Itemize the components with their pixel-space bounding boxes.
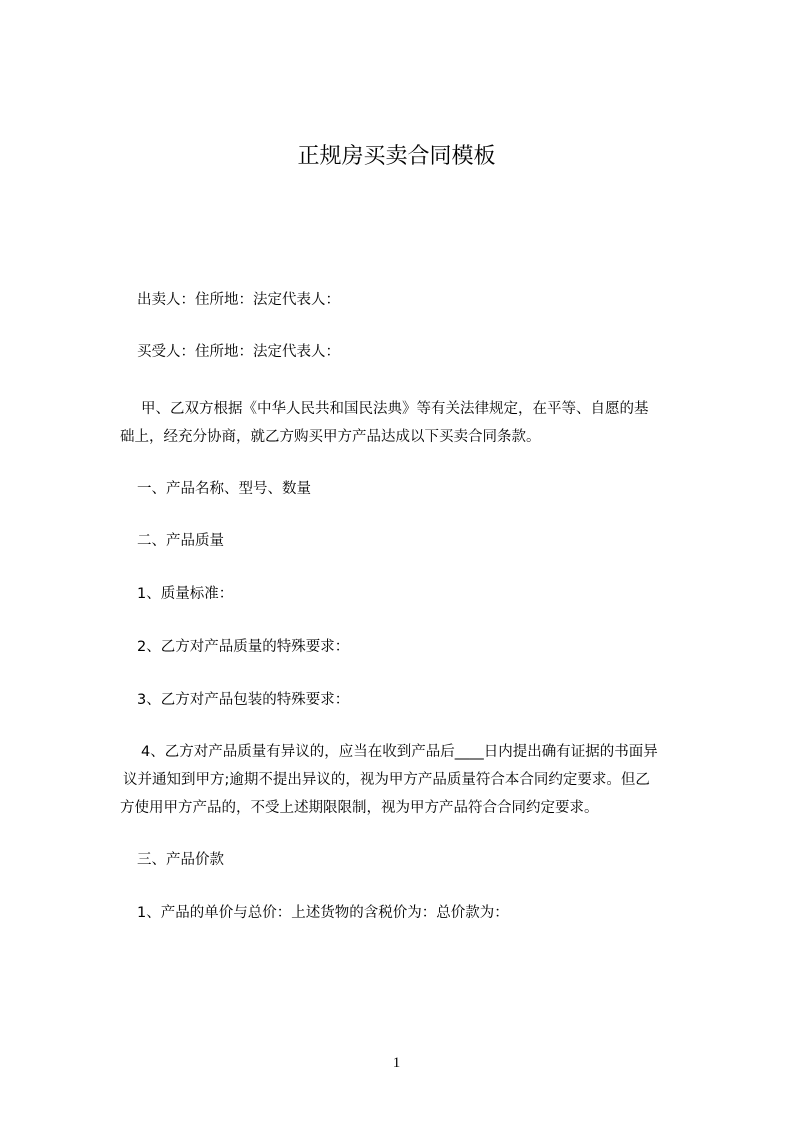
clause-2-3: 3、乙方对产品包装的特殊要求： [137,692,350,708]
page-number: 1 [392,1055,401,1071]
paragraph-buyer: 买受人：住所地：法定代表人： [137,344,340,360]
paragraph-intro-line1: 甲、乙双方根据《中华人民共和国民法典》等有关法律规定，在平等、自愿的基 [141,401,649,417]
clause-2-4-line3: 方使用甲方产品的，不受上述期限限制，视为甲方产品符合合同约定要求。 [120,800,599,816]
clause-2-2: 2、乙方对产品质量的特殊要求： [137,639,350,655]
paragraph-seller: 出卖人：住所地：法定代表人： [137,292,340,308]
clause-2-1: 1、质量标准： [137,586,234,602]
section-heading-3: 三、产品价款 [137,852,224,868]
clause-2-4-line1: 4、乙方对产品质量有异议的，应当在收到产品后____日内提出确有证据的书面异 [141,744,658,760]
document-title: 正规房买卖合同模板 [297,144,496,169]
clause-2-4-line2: 议并通知到甲方;逾期不提出异议的，视为甲方产品质量符合本合同约定要求。但乙 [123,772,650,788]
section-heading-1: 一、产品名称、型号、数量 [137,481,311,497]
section-heading-2: 二、产品质量 [137,533,224,549]
paragraph-intro-line2: 础上，经充分协商，就乙方购买甲方产品达成以下买卖合同条款。 [120,429,541,445]
clause-3-1: 1、产品的单价与总价：上述货物的含税价为：总价款为： [137,905,509,921]
